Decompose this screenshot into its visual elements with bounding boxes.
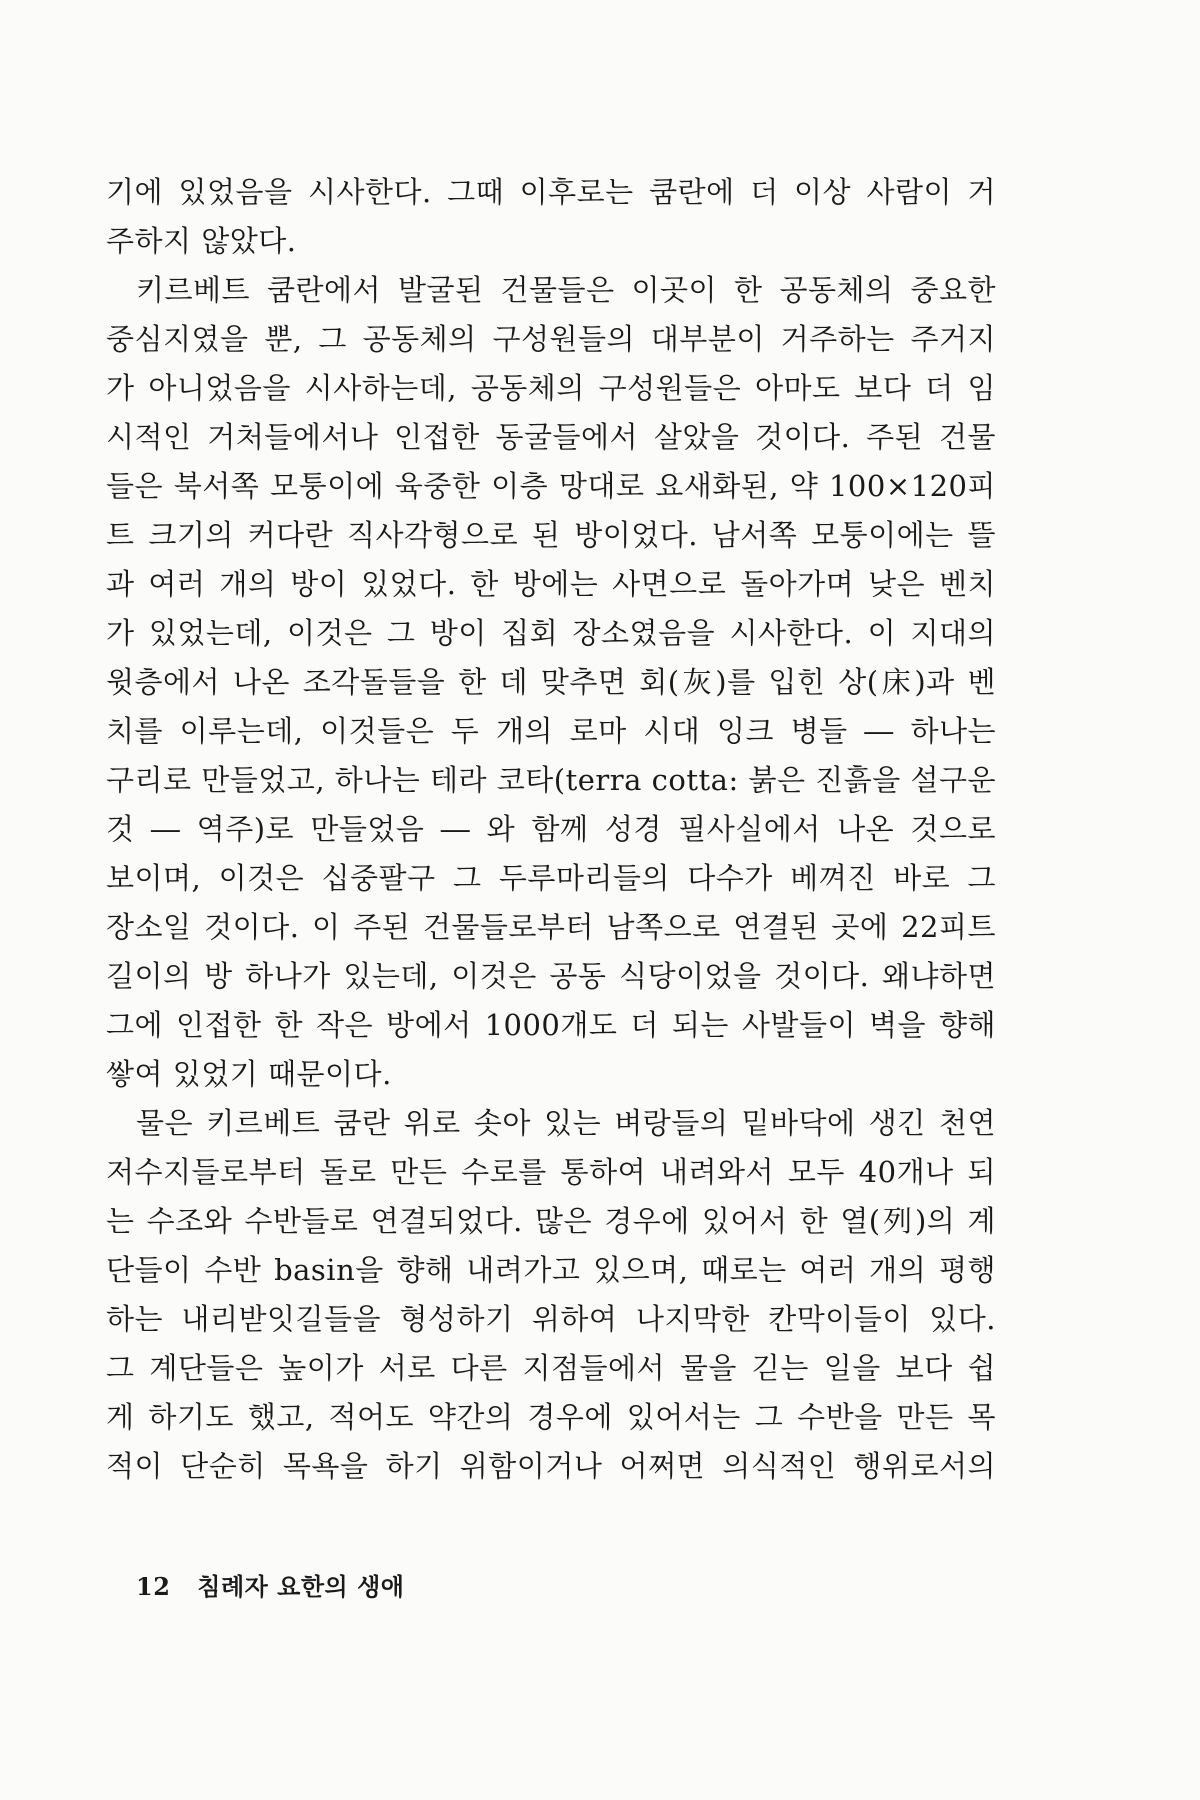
text-line: 들은 북서쪽 모퉁이에 육중한 이층 망대로 요새화된, 약 100×120피 [106, 469, 996, 503]
text-line: 구리로 만들었고, 하나는 테라 코타(terra cotta: 붉은 진흙을 설구운 [106, 763, 996, 797]
text-line: 저수지들로부터 돌로 만든 수로를 통하여 내려와서 모두 40개나 되 [106, 1155, 996, 1189]
text-line: 시적인 거처들에서나 인접한 동굴들에서 살았을 것이다. 주된 건물 [106, 420, 996, 454]
text-line: 단들이 수반 basin을 향해 내려가고 있으며, 때로는 여러 개의 평행 [106, 1253, 996, 1287]
text-line: 가 아니었음을 시사하는데, 공동체의 구성원들은 아마도 보다 더 임 [106, 371, 996, 405]
text-line: 길이의 방 하나가 있는데, 이것은 공동 식당이었을 것이다. 왜냐하면 [106, 959, 996, 993]
text-line: 그에 인접한 한 작은 방에서 1000개도 더 되는 사발들이 벽을 향해 [106, 1008, 996, 1042]
text-line: 그 계단들은 높이가 서로 다른 지점들에서 물을 긷는 일을 보다 쉽 [106, 1351, 996, 1385]
text-line: 물은 키르베트 쿰란 위로 솟아 있는 벼랑들의 밑바닥에 생긴 천연 [136, 1106, 996, 1140]
text-line: 과 여러 개의 방이 있었다. 한 방에는 사면으로 돌아가며 낮은 벤치 [106, 567, 996, 601]
text-line: 치를 이루는데, 이것들은 두 개의 로마 시대 잉크 병들 ― 하나는 [106, 714, 996, 748]
text-line: 장소일 것이다. 이 주된 건물들로부터 남쪽으로 연결된 곳에 22피트 [106, 910, 996, 944]
text-line: 주하지 않았다. [106, 224, 297, 258]
text-line: 는 수조와 수반들로 연결되었다. 많은 경우에 있어서 한 열(列)의 계 [106, 1204, 996, 1238]
text-line: 키르베트 쿰란에서 발굴된 건물들은 이곳이 한 공동체의 중요한 [136, 273, 996, 307]
body-text [106, 168, 996, 1491]
text-line: 가 있었는데, 이것은 그 방이 집회 장소였음을 시사한다. 이 지대의 [106, 616, 996, 650]
text-line: 기에 있었음을 시사한다. 그때 이후로는 쿰란에 더 이상 사람이 거 [106, 175, 996, 209]
text-line: 하는 내리받잇길들을 형성하기 위하여 나지막한 칸막이들이 있다. [106, 1302, 996, 1336]
text-line: 윗층에서 나온 조각돌들을 한 데 맞추면 회(灰)를 입힌 상(床)과 벤 [106, 665, 996, 699]
text-line: 적이 단순히 목욕을 하기 위함이거나 어쩌면 의식적인 행위로서의 [106, 1449, 996, 1483]
text-line: 쌓여 있었기 때문이다. [106, 1057, 392, 1091]
text-line: 트 크기의 커다란 직사각형으로 된 방이었다. 남서쪽 모퉁이에는 뜰 [106, 518, 996, 552]
text-line: 게 하기도 했고, 적어도 약간의 경우에 있어서는 그 수반을 만든 목 [106, 1400, 996, 1434]
running-title: 침례자 요한의 생애 [197, 1572, 405, 1601]
text-line: 보이며, 이것은 십중팔구 그 두루마리들의 다수가 베껴진 바로 그 [106, 861, 996, 895]
page-number: 12 [136, 1572, 171, 1601]
page-footer [136, 1567, 404, 1602]
text-line: 것 ― 역주)로 만들었음 ― 와 함께 성경 필사실에서 나온 것으로 [106, 812, 996, 846]
text-line: 중심지였을 뿐, 그 공동체의 구성원들의 대부분이 거주하는 주거지 [106, 322, 996, 356]
